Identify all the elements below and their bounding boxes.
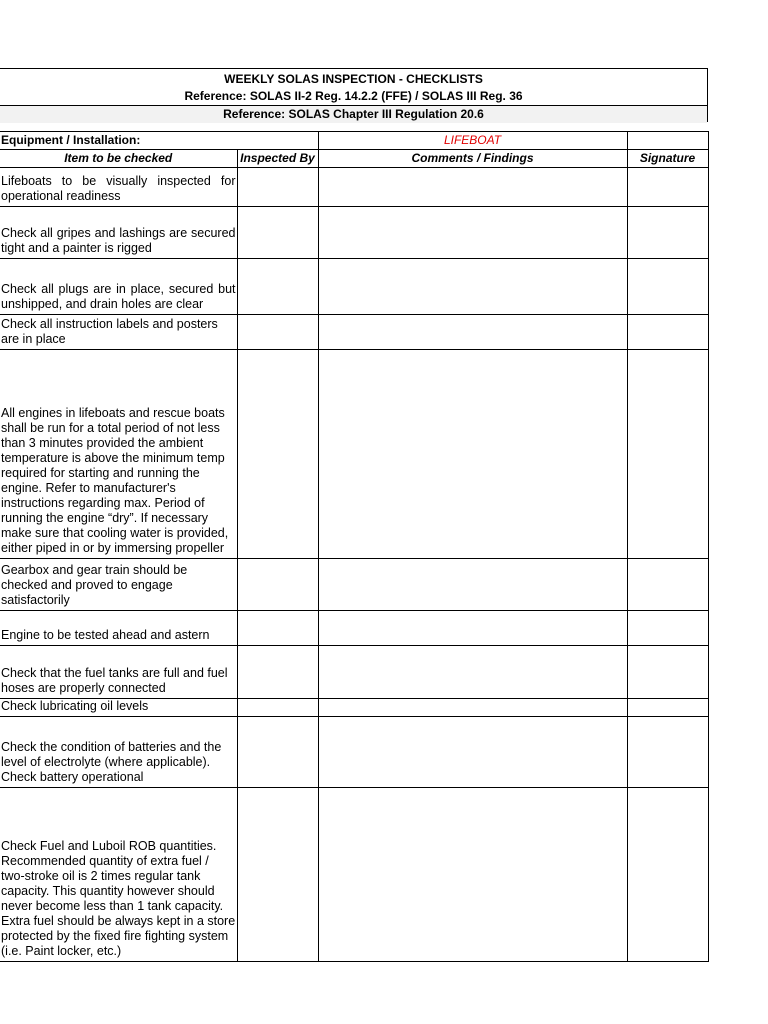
item-cell: Lifeboats to be visually inspected for operational readiness — [0, 168, 237, 207]
col-comments-header: Comments / Findings — [318, 150, 627, 168]
item-cell: Check lubricating oil levels — [0, 699, 237, 717]
item-cell: Gearbox and gear train should be checked and proved to engage satisfactorily — [0, 559, 237, 611]
equipment-row — [0, 132, 708, 150]
inspected-by-cell[interactable] — [237, 788, 318, 962]
inspected-by-cell[interactable] — [237, 646, 318, 699]
inspected-by-cell[interactable] — [237, 168, 318, 207]
item-cell: Check all instruction labels and posters are in place — [0, 315, 237, 350]
table-row — [0, 559, 708, 611]
comments-cell[interactable] — [318, 259, 627, 315]
comments-cell[interactable] — [318, 350, 627, 559]
reference-line-2: Reference: SOLAS Chapter III Regulation 20.6 — [0, 105, 707, 123]
table-row — [0, 611, 708, 646]
signature-cell[interactable] — [627, 699, 708, 717]
item-cell: All engines in lifeboats and rescue boats shall be run for a total period of not less than 3 minutes provided the ambient temperature is above the minimum temp required for starting and running the engine. Refer to manufacturer's instructions regarding max. Period of running the engine “dry”. If necessary make sure that cooling water is provided, either piped in or by immersing propeller — [0, 350, 237, 559]
item-cell: Check all plugs are in place, secured but unshipped, and drain holes are clear — [0, 259, 237, 315]
table-row — [0, 699, 708, 717]
signature-cell[interactable] — [627, 315, 708, 350]
comments-cell[interactable] — [318, 699, 627, 717]
signature-cell[interactable] — [627, 350, 708, 559]
equipment-label: Equipment / Installation: — [0, 132, 318, 150]
signature-cell[interactable] — [627, 788, 708, 962]
equipment-value: LIFEBOAT — [318, 132, 627, 150]
col-inspected-by-header: Inspected By — [237, 150, 318, 168]
comments-cell[interactable] — [318, 207, 627, 259]
inspected-by-cell[interactable] — [237, 259, 318, 315]
checklist-table — [0, 131, 709, 962]
signature-cell[interactable] — [627, 559, 708, 611]
signature-cell[interactable] — [627, 611, 708, 646]
signature-cell[interactable] — [627, 646, 708, 699]
document-title: WEEKLY SOLAS INSPECTION - CHECKLISTS — [224, 72, 483, 86]
inspected-by-cell[interactable] — [237, 717, 318, 788]
table-row — [0, 646, 708, 699]
inspected-by-cell[interactable] — [237, 559, 318, 611]
comments-cell[interactable] — [318, 168, 627, 207]
inspected-by-cell[interactable] — [237, 611, 318, 646]
reference-line-1: Reference: SOLAS II-2 Reg. 14.2.2 (FFE) / SOLAS III Reg. 36 — [184, 89, 523, 103]
table-row — [0, 168, 708, 207]
item-cell: Check the condition of batteries and the level of electrolyte (where applicable). Check battery operational — [0, 717, 237, 788]
inspected-by-cell[interactable] — [237, 207, 318, 259]
table-row — [0, 207, 708, 259]
col-signature-header: Signature — [627, 150, 708, 168]
checklist-header — [0, 68, 708, 122]
table-row — [0, 788, 708, 962]
inspected-by-cell[interactable] — [237, 699, 318, 717]
equipment-blank — [627, 132, 708, 150]
table-row — [0, 259, 708, 315]
comments-cell[interactable] — [318, 788, 627, 962]
item-cell: Engine to be tested ahead and astern — [0, 611, 237, 646]
table-row — [0, 350, 708, 559]
signature-cell[interactable] — [627, 259, 708, 315]
column-header-row — [0, 150, 708, 168]
table-row — [0, 315, 708, 350]
table-row — [0, 717, 708, 788]
comments-cell[interactable] — [318, 717, 627, 788]
comments-cell[interactable] — [318, 611, 627, 646]
signature-cell[interactable] — [627, 168, 708, 207]
comments-cell[interactable] — [318, 315, 627, 350]
item-cell: Check that the fuel tanks are full and fuel hoses are properly connected — [0, 646, 237, 699]
comments-cell[interactable] — [318, 646, 627, 699]
comments-cell[interactable] — [318, 559, 627, 611]
col-item-header: Item to be checked — [0, 150, 237, 168]
item-cell: Check Fuel and Luboil ROB quantities. Recommended quantity of extra fuel / two-stroke oil is 2 times regular tank capacity. This quantity however should never become less than 1 tank capacity. Extra fuel should be always kept in a store protected by the fixed fire fighting system (i.e. Paint locker, etc.) — [0, 788, 237, 962]
signature-cell[interactable] — [627, 717, 708, 788]
item-cell: Check all gripes and lashings are secured tight and a painter is rigged — [0, 207, 237, 259]
inspected-by-cell[interactable] — [237, 350, 318, 559]
inspected-by-cell[interactable] — [237, 315, 318, 350]
signature-cell[interactable] — [627, 207, 708, 259]
